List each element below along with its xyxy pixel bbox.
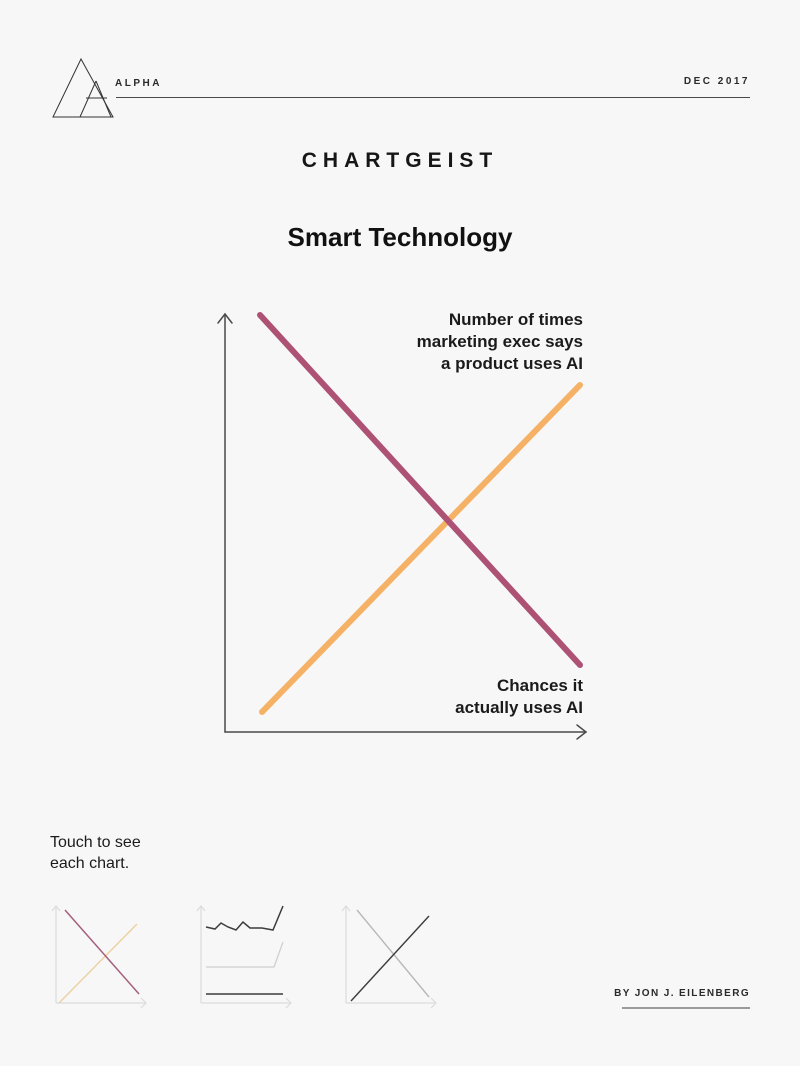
series-label-line: marketing exec says [416,332,583,351]
series-label-line: Number of times [448,310,583,329]
series-label-line: Chances it [497,676,583,695]
masthead-title: CHARTGEIST [301,149,499,172]
thumb-axes-icon [342,906,436,1008]
thumb-jagged-line [206,906,283,930]
issue-date: DEC 2017 [683,76,750,87]
touch-hint-line: Touch to see [50,834,141,851]
touch-hint [50,832,141,874]
header-divider [116,97,750,98]
thumb-axes-icon [52,906,146,1008]
thumb-descending-line [357,910,429,997]
thumb-flat-rise-line [206,942,283,967]
byline: BY JON J. EILENBERG [614,988,750,999]
series-label-line: a product uses AI [440,354,583,373]
series-label-line: actually uses AI [455,698,583,717]
series-label-actual [455,675,583,719]
brand-name: ALPHA [115,78,162,89]
touch-hint-line: each chart. [50,855,130,872]
chart-title: Smart Technology [287,222,513,252]
byline-underline [622,1007,750,1009]
thumb-orange-line [59,924,137,1003]
thumb-maroon-line [65,910,139,994]
thumbnail-smart-technology-chart[interactable] [50,898,150,1010]
series-line-marketing [262,385,580,712]
thumb-ascending-line [351,916,429,1001]
series-label-marketing [417,309,583,375]
alpha-logo-icon [51,57,115,119]
thumbnail-jagged-trend-chart[interactable] [195,898,295,1010]
thumbnail-gray-crossing-chart[interactable] [340,898,440,1010]
